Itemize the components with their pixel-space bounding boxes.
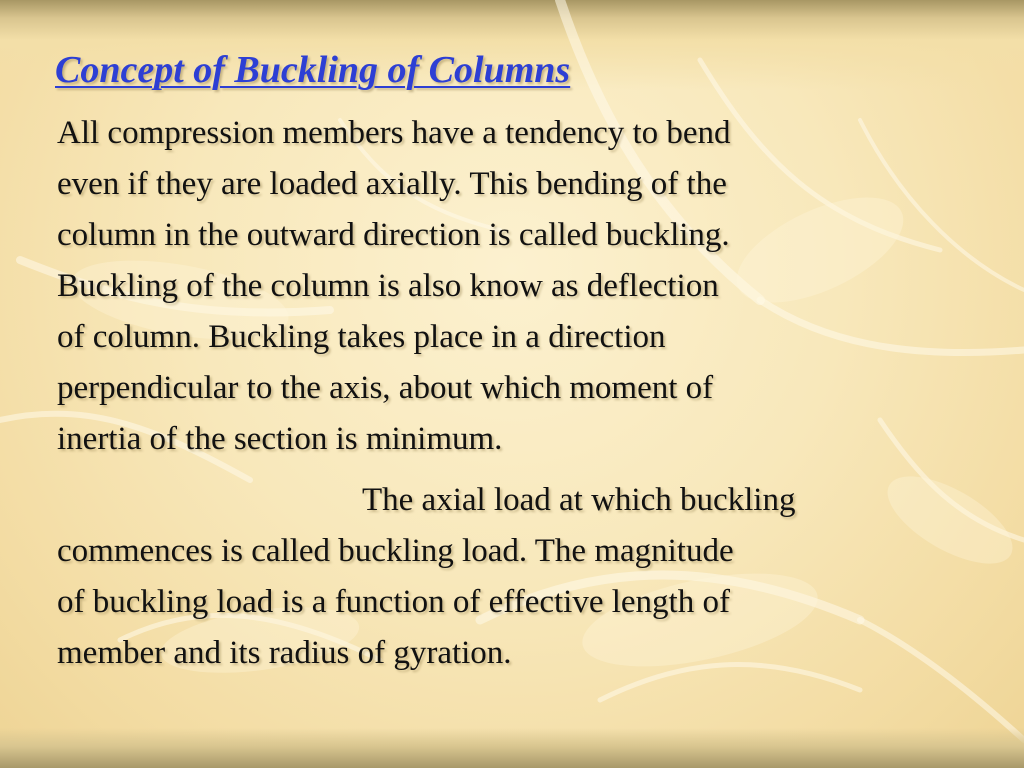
text-line: Buckling of the column is also know as deflection — [57, 268, 719, 304]
text-line: perpendicular to the axis, about which moment of — [57, 370, 714, 406]
paragraph-buckling-load — [57, 475, 957, 679]
slide-title: Concept of Buckling of Columns — [55, 49, 571, 91]
text-line: All compression members have a tendency to bend — [57, 115, 731, 151]
text-line: even if they are loaded axially. This bending of the — [57, 166, 727, 202]
text-line: column in the outward direction is called buckling. — [57, 217, 730, 253]
paragraph-buckling-concept — [57, 108, 957, 465]
text-line: inertia of the section is minimum. — [57, 421, 503, 457]
text-line: The axial load at which buckling — [362, 482, 796, 518]
text-line: member and its radius of gyration. — [57, 635, 512, 671]
text-line: of buckling load is a function of effective length of — [57, 584, 730, 620]
text-line: of column. Buckling takes place in a direction — [57, 319, 666, 355]
text-line: commences is called buckling load. The magnitude — [57, 533, 734, 569]
bottom-gradient-bar — [0, 728, 1024, 768]
